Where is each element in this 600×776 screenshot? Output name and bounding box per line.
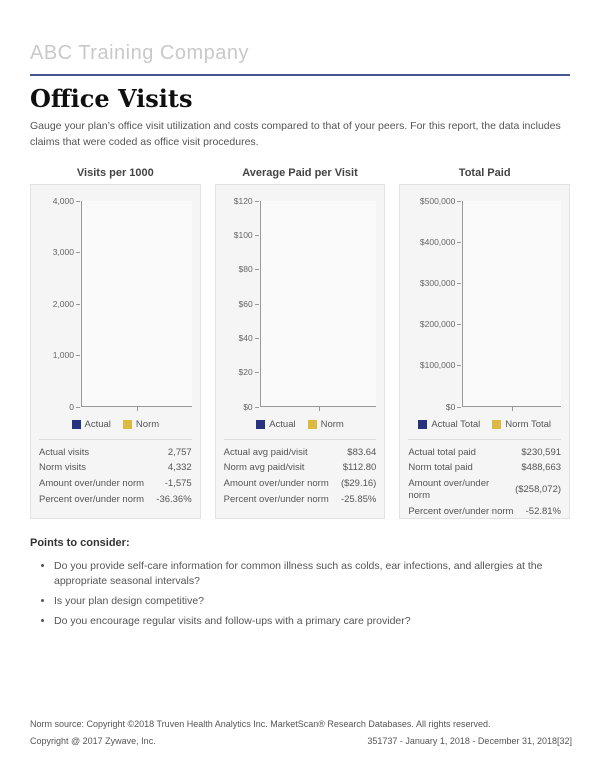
row-label: Actual total paid [408, 446, 476, 458]
chart-average-paid-per-visit [215, 167, 386, 519]
table-row [408, 460, 561, 476]
legend-label: Actual [269, 418, 296, 430]
row-label: Amount over/under norm [223, 478, 329, 490]
y-tick: $40 [238, 332, 253, 343]
list-item: • Is your plan design competitive? [54, 594, 570, 609]
y-tick: $100,000 [419, 360, 456, 371]
table-row [39, 460, 192, 476]
x-tick [319, 407, 320, 411]
y-tick: $80 [238, 264, 253, 275]
table-row [224, 492, 377, 508]
y-tick: $200,000 [419, 319, 456, 330]
y-tick: $100 [233, 229, 253, 240]
legend-item-actual [72, 419, 111, 430]
chart-panel [399, 184, 570, 519]
footer-line-2 [30, 736, 572, 746]
y-tick: 2,000 [52, 298, 74, 309]
legend-label: Norm [135, 418, 160, 430]
table-row [39, 476, 192, 492]
chart-legend [39, 419, 192, 430]
row-value: ($29.16) [340, 478, 377, 490]
plot-area [408, 193, 561, 412]
row-label: Amount over/under norm [408, 478, 490, 502]
y-axis [39, 195, 81, 412]
row-value: -1,575 [164, 478, 192, 490]
table-row [408, 445, 561, 461]
plot [260, 201, 377, 407]
y-tick: $20 [238, 367, 253, 378]
legend-item-actual-total [418, 419, 480, 430]
row-value: ($258,072) [515, 484, 562, 496]
y-tick: $60 [238, 298, 253, 309]
page-title: Office Visits [30, 84, 193, 113]
row-label: Norm avg paid/visit [223, 462, 305, 474]
chart-legend [224, 419, 377, 430]
legend-label: Norm Total [505, 418, 552, 430]
row-label: Actual avg paid/visit [223, 446, 308, 458]
legend-item-norm-total [492, 419, 551, 430]
plot [462, 201, 561, 407]
table-row [39, 445, 192, 461]
plot-area [39, 193, 192, 412]
actual-swatch-icon [418, 420, 427, 429]
x-tick [137, 407, 138, 411]
table-row [408, 476, 561, 504]
table-row [408, 504, 561, 520]
row-value: $83.64 [347, 446, 377, 458]
table-row [224, 476, 377, 492]
y-axis [408, 195, 462, 412]
chart-title: Visits per 1000 [76, 166, 154, 179]
legend-label: Norm [320, 418, 344, 430]
stats-table [408, 439, 561, 520]
legend-item-norm [123, 419, 159, 430]
norm-swatch-icon [123, 420, 132, 429]
points-to-consider-section [30, 537, 570, 630]
points-heading: Points to consider: [30, 536, 130, 549]
chart-title: Total Paid [458, 166, 511, 179]
legend-item-norm [308, 419, 344, 430]
y-tick: 0 [69, 401, 74, 412]
chart-panel [215, 184, 386, 519]
chart-title: Average Paid per Visit [242, 166, 358, 179]
plot-area [224, 193, 377, 412]
y-tick: $300,000 [419, 277, 456, 288]
row-value: 2,757 [167, 446, 192, 458]
page-footer [30, 719, 572, 746]
row-label: Percent over/under norm [39, 494, 145, 506]
charts-row [30, 167, 570, 519]
table-row [224, 460, 377, 476]
row-value: -52.81% [525, 506, 562, 517]
y-tick: 4,000 [52, 195, 74, 206]
y-tick: 3,000 [52, 247, 74, 257]
y-tick: 1,000 [52, 350, 74, 360]
page-description: Gauge your plan’s office visit utilization and costs compared to that of your peers. For this report, the data includes claims that were coded as office visit procedures. [30, 120, 561, 148]
row-label: Actual visits [39, 446, 90, 458]
row-label: Norm total paid [408, 462, 473, 474]
y-tick: $0 [243, 401, 253, 412]
y-tick: $120 [233, 195, 253, 206]
row-label: Percent over/under norm [408, 506, 514, 517]
row-value: -25.85% [340, 494, 377, 506]
row-value: -36.36% [156, 494, 192, 506]
report-reference: 351737 - January 1, 2018 - December 31, 2018[32] [367, 736, 572, 746]
chart-panel [30, 184, 201, 519]
row-value: $230,591 [521, 446, 562, 458]
chart-total-paid [399, 167, 570, 519]
y-tick: $500,000 [419, 195, 456, 206]
row-value: 4,332 [167, 462, 192, 474]
legend-label: Actual Total [431, 418, 481, 430]
actual-swatch-icon [72, 420, 81, 429]
norm-source-text: Norm source: Copyright ©2018 Truven Health Analytics Inc. MarketScan® Research Databases. All rights reserved. [30, 719, 491, 729]
plot [81, 201, 192, 407]
actual-swatch-icon [256, 420, 265, 429]
row-label: Percent over/under norm [223, 494, 329, 506]
legend-item-actual [256, 419, 295, 430]
table-row [224, 445, 377, 461]
stats-table [224, 439, 377, 509]
list-item: • Do you provide self-care information for common illness such as colds, ear infections, and allergies at the appropriate seasonal intervals? [54, 559, 570, 589]
chart-legend [408, 419, 561, 430]
norm-swatch-icon [308, 420, 317, 429]
row-label: Norm visits [39, 462, 86, 474]
row-label: Amount over/under norm [39, 478, 145, 490]
header-divider [30, 74, 570, 76]
row-value: $112.80 [342, 462, 377, 474]
x-tick [512, 407, 513, 411]
y-tick: $400,000 [419, 236, 456, 247]
table-row [39, 492, 192, 508]
list-item: • Do you encourage regular visits and follow-ups with a primary care provider? [54, 614, 570, 629]
y-axis [224, 195, 260, 412]
y-tick: $0 [445, 401, 456, 412]
points-list [54, 559, 570, 630]
copyright-text: Copyright @ 2017 Zywave, Inc. [30, 736, 156, 746]
company-name: ABC Training Company [30, 42, 249, 64]
legend-label: Actual [84, 418, 111, 430]
chart-visits-per-1000 [30, 167, 201, 519]
row-value: $488,663 [521, 462, 562, 474]
stats-table [39, 439, 192, 509]
norm-swatch-icon [492, 420, 501, 429]
